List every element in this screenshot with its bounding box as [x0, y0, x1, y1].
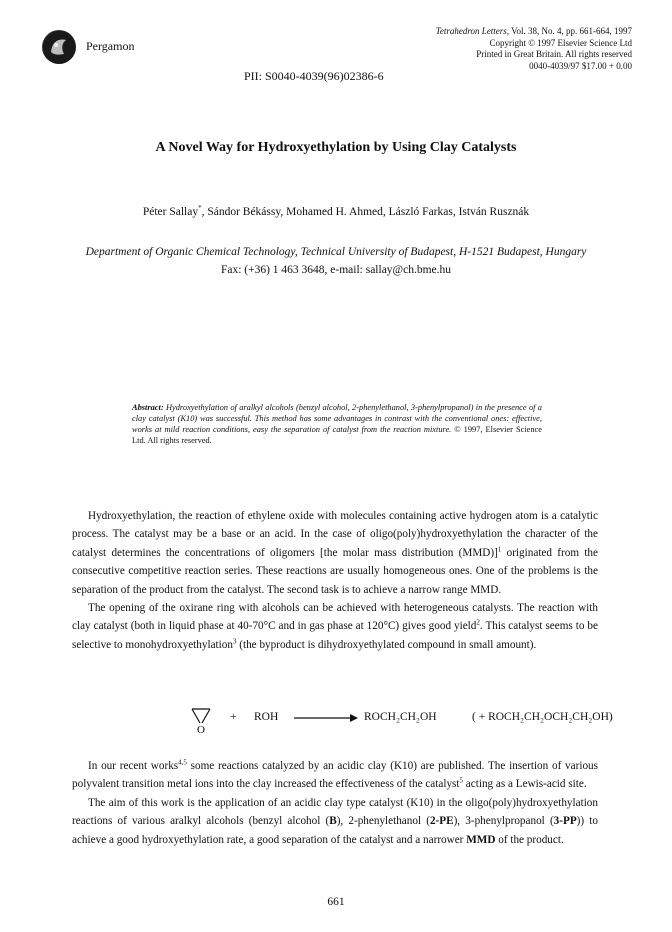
- contact-info: Fax: (+36) 1 463 3648, e-mail: sallay@ch.bme.hu: [220, 264, 452, 276]
- copyright-line: Copyright © 1997 Elsevier Science Ltd: [489, 37, 632, 48]
- abstract-label: Abstract:: [132, 403, 164, 412]
- printed-line: Printed in Great Britain. All rights reserved: [476, 49, 632, 59]
- abstract: [132, 402, 542, 446]
- reactant-alcohol: ROH: [254, 711, 279, 723]
- reaction-arrow-icon: [294, 713, 358, 723]
- journal-citation: Tetrahedron Letters, Vol. 38, No. 4, pp. 661-664, 1997: [435, 26, 632, 36]
- oxygen-label: O: [197, 724, 205, 735]
- body-section-1: [72, 507, 598, 654]
- page-number: 661: [327, 896, 345, 908]
- abstract-text: Hydroxyethylation of aralkyl alcohols (benzyl alcohol, 2-phenylethanol, 3-phenylpropanol) in the presence of a clay catalyst (K10) was successful. This method has some advantages in contrast with the conventional ones: effective, works at mild reaction conditions, easy the separation of catalyst from the reaction mixture.: [132, 403, 542, 434]
- affiliation: Department of Organic Chemical Technology, Technical University of Budapest, H-1521 Budapest, Hungary: [85, 246, 587, 258]
- oxirane-ring-icon: [190, 705, 212, 735]
- paragraph-1: Hydroxyethylation, the reaction of ethylene oxide with molecules containing active hydrogen atom is a catalytic process. The catalyst may be a base or an acid. In the case of oligo(poly)hydroxyethylation the character of the catalyst determines the concentrations of oligomers [the molar mass distribution (MMD)]$^1$ originated from the consecutive competitive reaction series. These reactions are usually homogeneous ones. One of the problems is the separation of the product from the catalyst. The second task is to achieve a narrow range MMD.: [72, 510, 598, 596]
- author-list: Péter Sallay*, Sándor Békássy, Mohamed H. Ahmed, László Farkas, István Rusznák: [142, 204, 530, 218]
- corresponding-author-mark: *: [198, 204, 202, 213]
- byproduct: ( + ROCH₂CH₂OCH₂CH₂OH): [472, 711, 613, 723]
- paragraph-2: The opening of the oxirane ring with alcohols can be achieved with heterogeneous catalysts. The reaction with clay catalyst (both in liquid phase at 40-70°C and in gas phase at 120°C) gives good yield$^2$. This catalyst seems to be selective to monohydroxyethylation$^3$ (the byproduct is dihydroxyethylated compound in small amount).: [72, 602, 598, 651]
- price-line: 0040-4039/97 $17.00 + 0.00: [529, 60, 632, 71]
- main-product: ROCH₂CH₂OH: [364, 711, 437, 723]
- journal-info: [436, 26, 632, 72]
- paragraph-3: In our recent works$^{4,5}$ some reactions catalyzed by an acidic clay (K10) are published. The insertion of various polyvalent transition metal ions into the clay increased the effectiveness of the catalyst$^5$ acting as a Lewis-acid site.: [72, 758, 598, 791]
- article-title: A Novel Way for Hydroxyethylation by Using Clay Catalysts: [155, 140, 517, 155]
- plus-sign: +: [230, 711, 237, 723]
- publisher-logo: [42, 30, 76, 64]
- paragraph-4: The aim of this work is the application of an acidic clay type catalyst (K10) in the oligo(poly)hydroxyethylation reactions of various aralkyl alcohols (benzyl alcohol (B), 2-phenylethanol (2-PE), 3-phenylpropanol (3-PP)) to achieve a good hydroxyethylation rate, a good separation of the catalyst and a narrower MMD of the product.: [72, 796, 598, 846]
- publisher-name: Pergamon: [86, 39, 135, 53]
- pii-code: PII: S0040-4039(96)02386-6: [244, 69, 384, 83]
- abstract-copyright: © 1997, Elsevier Science Ltd. All rights reserved.: [132, 425, 542, 445]
- body-section-2: [72, 757, 598, 849]
- reaction-equation: [190, 705, 613, 737]
